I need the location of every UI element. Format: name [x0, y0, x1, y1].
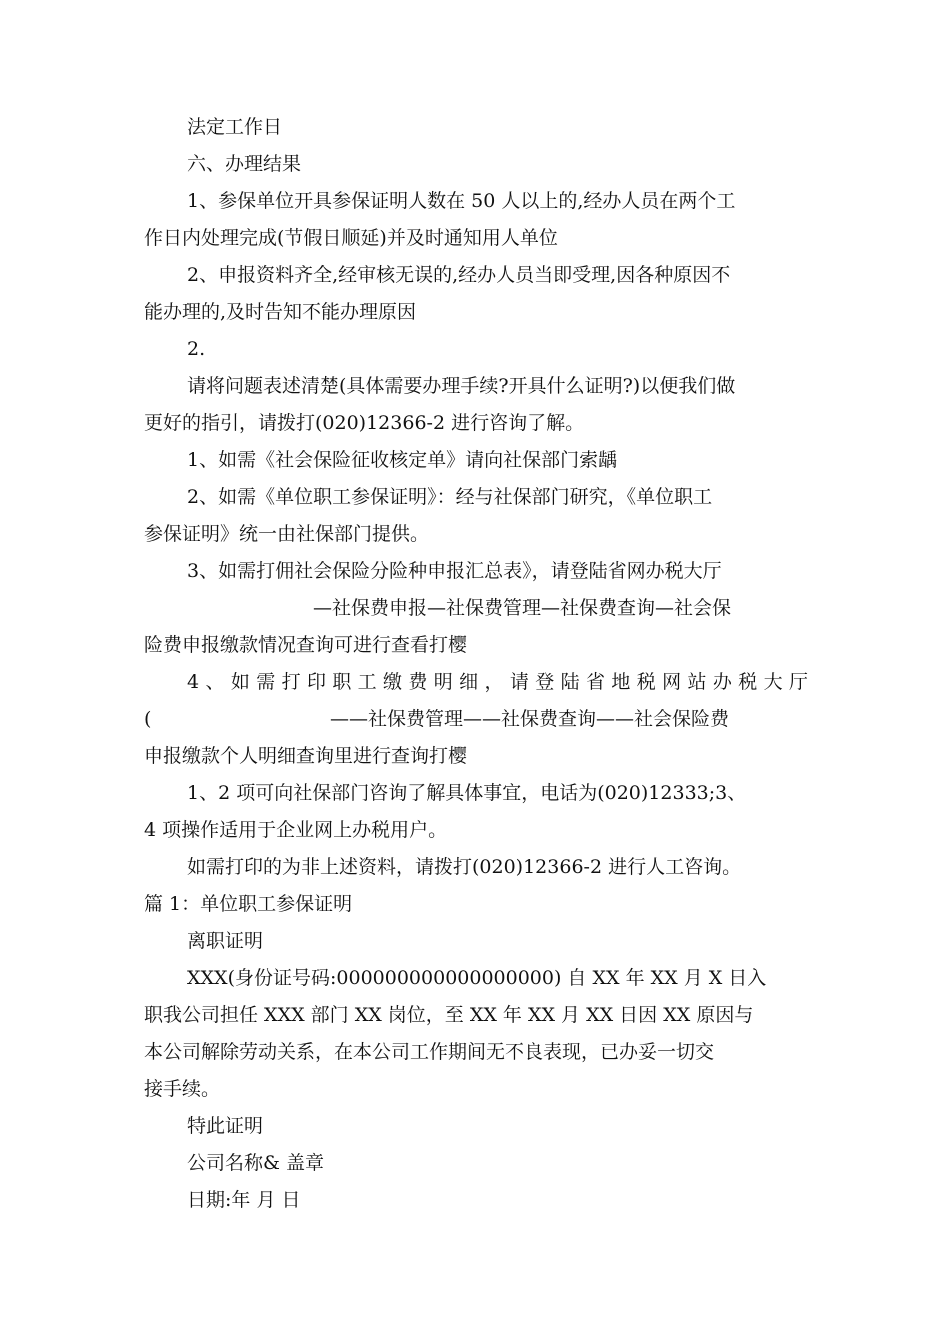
text-line: 接手续。: [144, 1078, 221, 1100]
text-line: 4 项操作适用于企业网上办税用户。: [144, 819, 448, 841]
document-title: 离职证明: [187, 930, 264, 952]
text-line: 特此证明: [187, 1115, 264, 1137]
text-line: 2、如需《单位职工参保证明》：经与社保部门研究，《单位职工: [187, 486, 713, 508]
text-line: 1、参保单位开具参保证明人数在 50 人以上的,经办人员在两个工: [187, 190, 736, 212]
text-line: 险费申报缴款情况查询可进行查看打樱: [144, 634, 468, 656]
text-line: 3、如需打佣社会保险分险种申报汇总表》，请登陆省网办税大厅: [187, 560, 722, 582]
text-line: 4、如需打印职工缴费明细，请登陆省地税网站办税大厅: [187, 671, 808, 693]
section-heading: 六、办理结果: [187, 153, 302, 175]
text-line: 如需打印的为非上述资料，请拨打(020)12366-2 进行人工咨询。: [187, 856, 742, 878]
text-line: 2、申报资料齐全,经审核无误的,经办人员当即受理,因各种原因不: [187, 264, 731, 286]
text-line: 本公司解除劳动关系，在本公司工作期间无不良表现，已办妥一切交: [144, 1041, 715, 1063]
text-line: 法定工作日: [187, 116, 283, 138]
text-line: 申报缴款个人明细查询里进行查询打樱: [144, 745, 468, 767]
text-line: 公司名称& 盖章: [187, 1152, 324, 1174]
text-line: 参保证明》统一由社保部门提供。: [144, 523, 430, 545]
text-line: 1、如需《社会保险征收核定单》请向社保部门索龋: [187, 449, 618, 471]
text-line: 能办理的,及时告知不能办理原因: [144, 301, 417, 323]
text-line: (: [144, 708, 152, 730]
text-line: 1、2 项可向社保部门咨询了解具体事宜，电话为(020)12333;3、: [187, 782, 747, 804]
text-line: ——社保费管理——社保费查询——社会保险费: [330, 708, 730, 730]
text-line: —社保费申报—社保费管理—社保费查询—社会保: [313, 597, 732, 619]
text-line: 职我公司担任 XXX 部门 XX 岗位，至 XX 年 XX 月 XX 日因 XX 原因与: [144, 1004, 754, 1026]
text-line: 2.: [187, 338, 206, 360]
text-line: 更好的指引，请拨打(020)12366-2 进行咨询了解。: [144, 412, 585, 434]
text-line: XXX(身份证号码:000000000000000000) 自 XX 年 XX 月 X 日入: [187, 967, 767, 989]
section-heading: 篇 1：单位职工参保证明: [144, 893, 353, 915]
text-line: 请将问题表述清楚(具体需要办理手续?开具什么证明?)以便我们做: [187, 375, 736, 397]
text-line: 作日内处理完成(节假日顺延)并及时通知用人单位: [144, 227, 558, 249]
text-line: 日期:年 月 日: [187, 1189, 301, 1211]
